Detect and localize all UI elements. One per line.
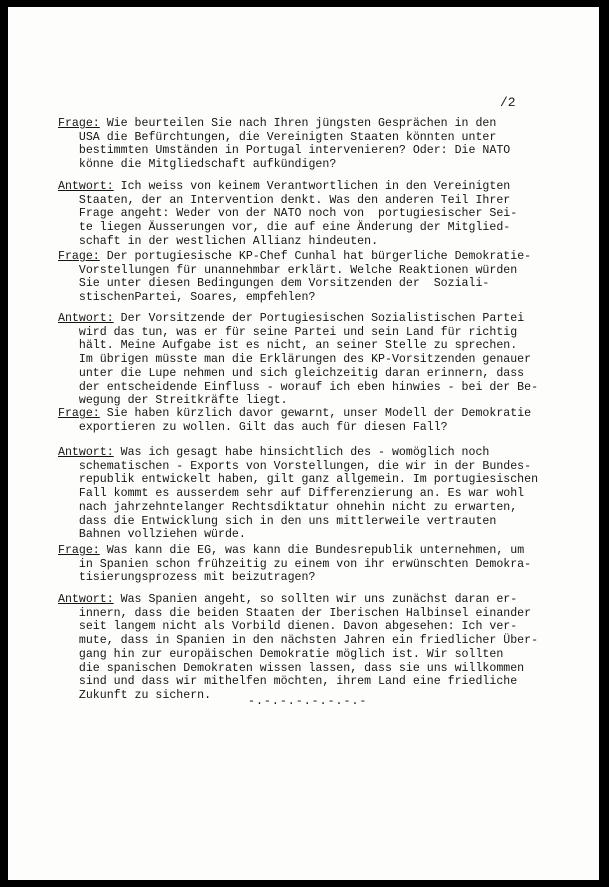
line-text: schematischen - Exports von Vorstellungen, die wir in der Bundes-	[58, 459, 532, 473]
block-line	[58, 353, 558, 367]
block-line	[58, 421, 558, 435]
qa-block	[58, 117, 558, 172]
block-line	[58, 515, 558, 529]
block-line	[58, 607, 558, 621]
block-line	[58, 367, 558, 381]
line-text: könne die Mitgliedschaft aufkündigen?	[58, 158, 337, 172]
block-line	[58, 460, 558, 474]
question-label: Frage:	[58, 250, 100, 263]
block-first-line	[58, 407, 558, 421]
line-text: innern, dass die beiden Staaten der Iberischen Halbinsel einander	[58, 606, 532, 620]
block-line	[58, 662, 558, 676]
qa-block	[58, 544, 558, 585]
block-line	[58, 291, 558, 305]
block-line	[58, 675, 558, 689]
end-divider: -.-.-.-.-.-.-.-	[248, 695, 368, 708]
line-text: Was Spanien angeht, so sollten wir uns zunächst daran er-	[113, 593, 518, 606]
line-text: tisierungsprozess mit beizutragen?	[58, 571, 316, 585]
block-first-line	[58, 180, 558, 194]
question-label: Frage:	[58, 407, 100, 420]
page-number: /2	[500, 95, 516, 110]
block-first-line	[58, 117, 558, 131]
block-line	[58, 277, 558, 291]
line-text: seit langem nicht als Vorbild dienen. Davon abgesehen: Ich ver-	[58, 620, 518, 634]
block-line	[58, 264, 558, 278]
block-line	[58, 131, 558, 145]
line-text: sind und dass wir mithelfen möchten, ihrem Land eine friedliche	[58, 675, 518, 689]
qa-block	[58, 180, 558, 249]
line-text: Ich weiss von keinem Verantwortlichen in den Vereinigten	[113, 180, 511, 193]
line-text: nach jahrzehntelanger Rechtsdiktatur ohnehin nicht zu erwarten,	[58, 500, 518, 514]
answer-label: Antwort:	[58, 593, 114, 606]
block-line	[58, 326, 558, 340]
line-text: stischenPartei, Soares, empfehlen?	[58, 291, 316, 305]
line-text: Sie haben kürzlich davor gewarnt, unser Modell der Demokratie	[99, 407, 532, 420]
block-line	[58, 144, 558, 158]
line-text: wird das tun, was er für seine Partei und sein Land für richtig	[58, 325, 518, 339]
line-text: Bahnen vollziehen würde.	[58, 528, 246, 542]
line-text: Im übrigen müsste man die Erklärungen des KP-Vorsitzenden genauer	[58, 353, 532, 367]
question-label: Frage:	[58, 544, 100, 557]
block-line	[58, 620, 558, 634]
block-line	[58, 381, 558, 395]
block-line	[58, 487, 558, 501]
block-line	[58, 634, 558, 648]
block-line	[58, 221, 558, 235]
line-text: Der Vorsitzende der Portugiesischen Sozialistischen Partei	[113, 312, 525, 325]
block-line	[58, 194, 558, 208]
line-text: Frage angeht: Weder von der NATO noch von portugiesischer Sei-	[58, 207, 518, 221]
line-text: bestimmten Umständen in Portugal intervenieren? Oder: Die NATO	[58, 144, 511, 158]
line-text: Was kann die EG, was kann die Bundesrepublik unternehmen, um	[99, 544, 525, 557]
line-text: Der portugiesische KP-Chef Cunhal hat bürgerliche Demokratie-	[99, 250, 532, 263]
qa-block	[58, 446, 558, 542]
answer-label: Antwort:	[58, 446, 114, 459]
line-text: hält. Meine Aufgabe ist es nicht, an seiner Stelle zu sprechen.	[58, 339, 518, 353]
line-text: Sie unter diesen Bedingungen dem Vorsitzenden der Soziali-	[58, 277, 490, 291]
block-line	[58, 648, 558, 662]
line-text: gang hin zur europäischen Demokratie möglich ist. Wir sollten	[58, 647, 504, 661]
line-text: unter die Lupe nehmen und sich gleichzeitig daran erinnern, dass	[58, 366, 525, 380]
block-line	[58, 235, 558, 249]
line-text: die spanischen Demokraten wissen lassen, dass sie uns willkommen	[58, 661, 525, 675]
line-text: der entscheidende Einfluss - worauf ich eben hinwies - bei der Be-	[58, 380, 539, 394]
block-line	[58, 571, 558, 585]
block-line	[58, 339, 558, 353]
line-text: USA die Befürchtungen, die Vereinigten Staaten könnten unter	[58, 130, 497, 144]
block-line	[58, 501, 558, 515]
qa-block	[58, 407, 558, 434]
block-first-line	[58, 593, 558, 607]
block-first-line	[58, 544, 558, 558]
line-text: Fall kommt es ausserdem sehr auf Differenzierung an. Es war wohl	[58, 487, 525, 501]
block-first-line	[58, 446, 558, 460]
answer-label: Antwort:	[58, 312, 114, 325]
qa-block	[58, 593, 558, 703]
block-line	[58, 394, 558, 408]
line-text: Zukunft zu sichern.	[58, 688, 212, 702]
line-text: exportieren zu wollen. Gilt das auch für diesen Fall?	[58, 420, 448, 434]
line-text: te liegen Äusserungen vor, die auf eine Änderung der Mitglied-	[58, 221, 511, 235]
line-text: Wie beurteilen Sie nach Ihren jüngsten Gesprächen in den	[99, 117, 497, 130]
line-text: republik entwickelt haben, gilt ganz allgemein. Im portugiesischen	[58, 473, 539, 487]
qa-block	[58, 250, 558, 305]
qa-block	[58, 312, 558, 408]
block-first-line	[58, 312, 558, 326]
block-line	[58, 207, 558, 221]
block-line	[58, 558, 558, 572]
line-text: Staaten, der an Intervention denkt. Was den anderen Teil Ihrer	[58, 193, 511, 207]
block-line	[58, 473, 558, 487]
line-text: schaft in der westlichen Allianz hindeuten.	[58, 234, 379, 248]
answer-label: Antwort:	[58, 180, 114, 193]
line-text: in Spanien schon frühzeitig zu einem von ihr erwünschten Demokra-	[58, 557, 532, 571]
question-label: Frage:	[58, 117, 100, 130]
document-page	[8, 7, 599, 880]
line-text: Was ich gesagt habe hinsichtlich des - womöglich noch	[113, 446, 490, 459]
line-text: dass die Entwicklung sich in den uns mittlerweile vertrauten	[58, 514, 497, 528]
block-line	[58, 528, 558, 542]
line-text: Vorstellungen für unannehmbar erklärt. Welche Reaktionen würden	[58, 263, 518, 277]
line-text: mute, dass in Spanien in den nächsten Jahren ein friedlicher Über-	[58, 634, 539, 648]
block-line	[58, 158, 558, 172]
block-first-line	[58, 250, 558, 264]
line-text: wegung der Streitkräfte liegt.	[58, 394, 288, 408]
